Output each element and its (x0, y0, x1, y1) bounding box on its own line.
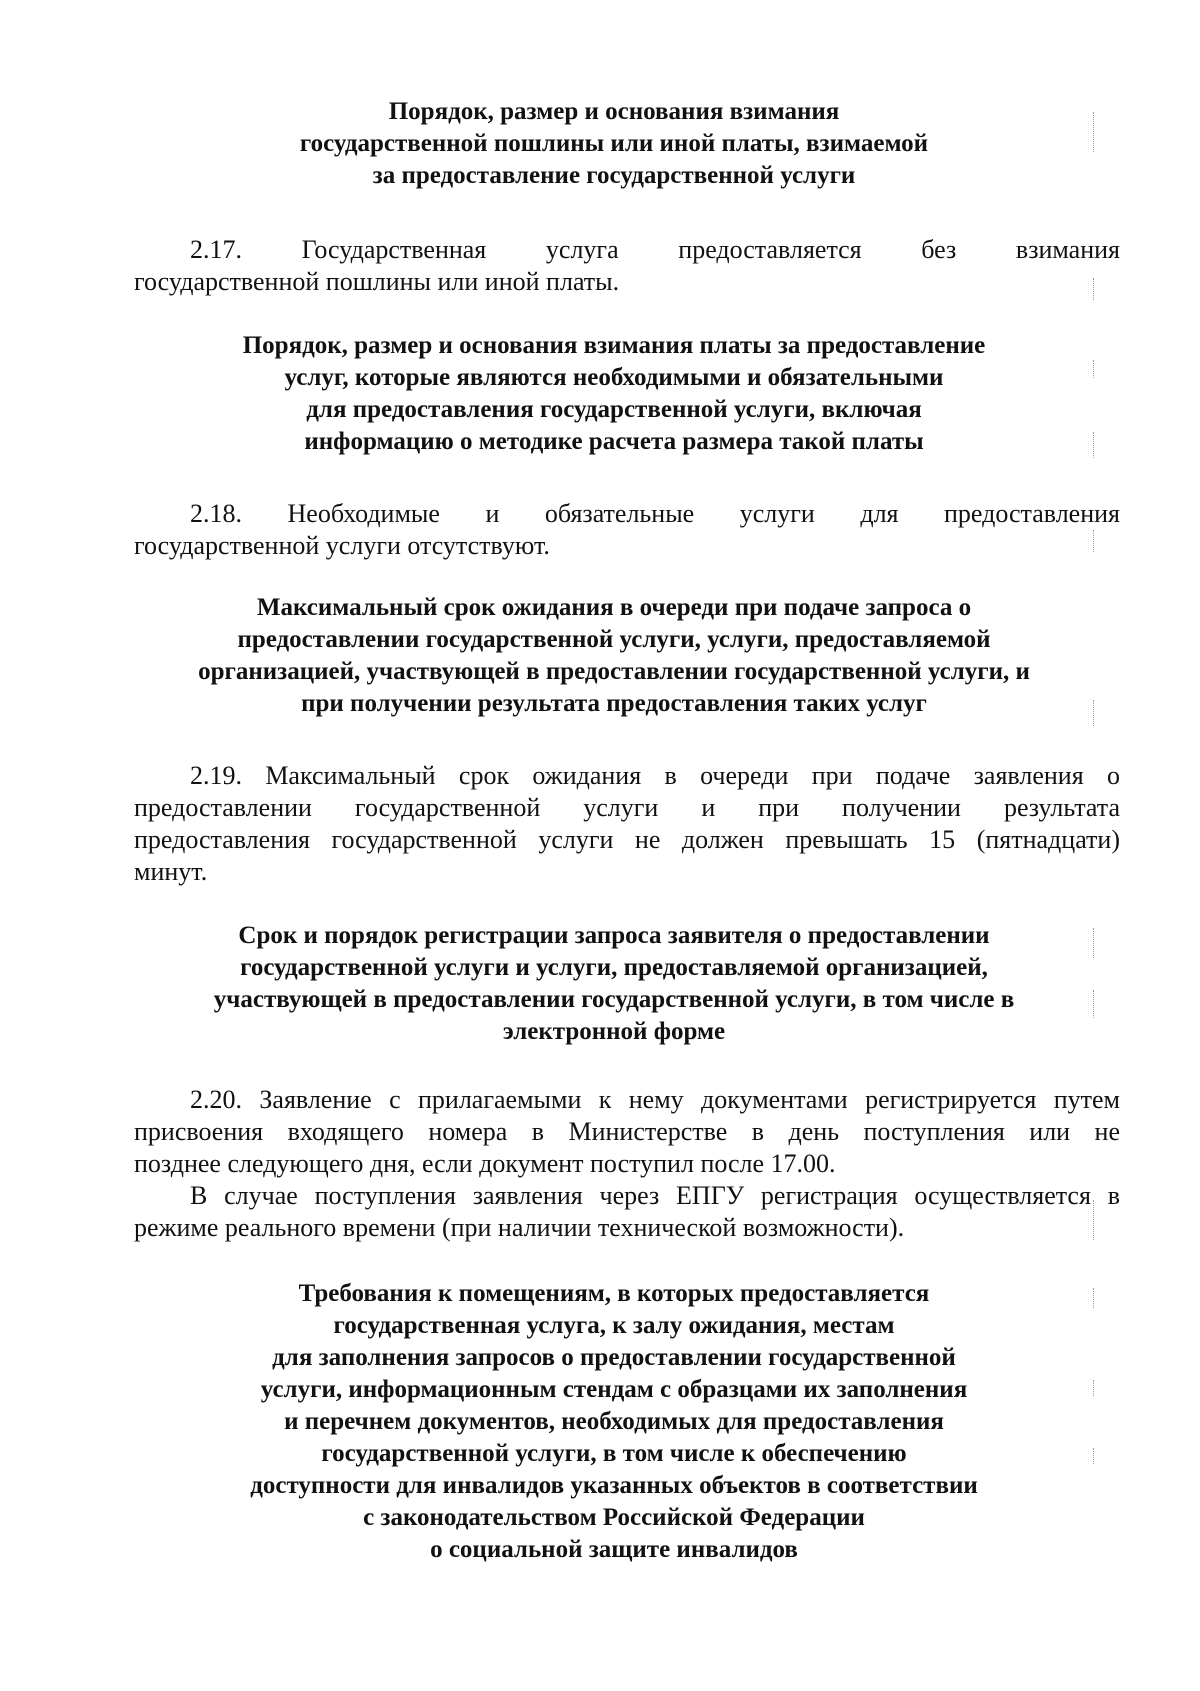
scan-artifact-dots (1093, 700, 1097, 726)
scan-artifact-dots (1093, 1200, 1097, 1240)
section-heading-required-services-fee (0, 330, 1200, 458)
scan-artifact-dots (1093, 928, 1097, 958)
heading-line: Максимальный срок ожидания в очереди при подаче запроса о (256, 594, 972, 621)
scan-artifact-dots (1093, 112, 1097, 152)
heading-line: государственной услуги, в том числе к обеспечению (321, 1440, 907, 1467)
paragraph-line: 2.17. Государственная услуга предоставляется без взимания (190, 235, 1120, 264)
heading-line: Порядок, размер и основания взимания (388, 98, 840, 125)
heading-line: Порядок, размер и основания взимания платы за предоставление (242, 332, 986, 359)
heading-line: государственной услуги и услуги, предоставляемой организацией, (240, 954, 988, 981)
paragraph-line: 2.18. Необходимые и обязательные услуги для предоставления (190, 499, 1120, 528)
scan-artifact-dots (1093, 278, 1097, 300)
scan-artifact-dots (1093, 432, 1097, 458)
scan-artifact-dots (1093, 530, 1097, 552)
heading-line: и перечнем документов, необходимых для предоставления (284, 1408, 944, 1435)
paragraph-line: режиме реального времени (при наличии технической возможности). (134, 1213, 905, 1242)
section-heading-fee (0, 96, 1200, 192)
paragraph-line: 2.19. Максимальный срок ожидания в очереди при подаче заявления о (190, 761, 1120, 790)
paragraph-line: присвоения входящего номера в Министерстве в день поступления или не (134, 1117, 1120, 1146)
heading-line: электронной форме (502, 1018, 726, 1045)
paragraph-2-20 (134, 1084, 1120, 1244)
heading-line: Требования к помещениям, в которых предоставляется (298, 1280, 930, 1307)
paragraph-2-18 (134, 498, 1120, 562)
section-heading-registration (0, 920, 1200, 1048)
heading-line: за предоставление государственной услуги (372, 162, 856, 189)
heading-line: государственная услуга, к залу ожидания, местам (333, 1312, 895, 1339)
heading-line: для заполнения запросов о предоставлении государственной (272, 1344, 956, 1371)
scan-artifact-dots (1093, 990, 1097, 1018)
section-heading-premises-requirements (0, 1278, 1200, 1566)
paragraph-2-19 (134, 760, 1120, 888)
heading-line: с законодательством Российской Федерации (363, 1504, 865, 1531)
heading-line: при получении результата предоставления таких услуг (301, 690, 927, 717)
paragraph-line: позднее следующего дня, если документ поступил после 17.00. (134, 1149, 836, 1178)
paragraph-line: 2.20. Заявление с прилагаемыми к нему документами регистрируется путем (190, 1085, 1120, 1114)
heading-line: для предоставления государственной услуги, включая (306, 396, 922, 423)
scan-artifact-dots (1093, 1448, 1097, 1464)
heading-line: государственной пошлины или иной платы, взимаемой (299, 130, 929, 157)
heading-line: услуги, информационным стендам с образцами их заполнения (260, 1376, 968, 1403)
paragraph-line: государственной услуги отсутствуют. (134, 531, 550, 560)
scan-artifact-dots (1093, 1380, 1097, 1396)
heading-line: доступности для инвалидов указанных объектов в соответствии (250, 1472, 978, 1499)
heading-line: организацией, участвующей в предоставлении государственной услуги, и (198, 658, 1030, 685)
heading-line: услуг, которые являются необходимыми и обязательными (284, 364, 944, 391)
paragraph-line: государственной пошлины или иной платы. (134, 267, 620, 296)
heading-line: предоставлении государственной услуги, услуги, предоставляемой (237, 626, 991, 653)
paragraph-line: предоставления государственной услуги не должен превышать 15 (пятнадцати) (134, 825, 1120, 854)
paragraph-line: В случае поступления заявления через ЕПГУ регистрация осуществляется в (190, 1181, 1120, 1210)
heading-line: участвующей в предоставлении государственной услуги, в том числе в (213, 986, 1015, 1013)
heading-line: информацию о методике расчета размера такой платы (304, 428, 924, 455)
paragraph-line: предоставлении государственной услуги и при получении результата (134, 793, 1120, 822)
paragraph-2-17 (134, 234, 1120, 298)
scan-artifact-dots (1093, 1288, 1097, 1308)
scan-artifact-dots (1093, 360, 1097, 378)
section-heading-waiting-time (0, 592, 1200, 720)
paragraph-line: минут. (134, 857, 208, 886)
heading-line: Срок и порядок регистрации запроса заявителя о предоставлении (238, 922, 990, 949)
heading-line: о социальной защите инвалидов (430, 1536, 798, 1563)
